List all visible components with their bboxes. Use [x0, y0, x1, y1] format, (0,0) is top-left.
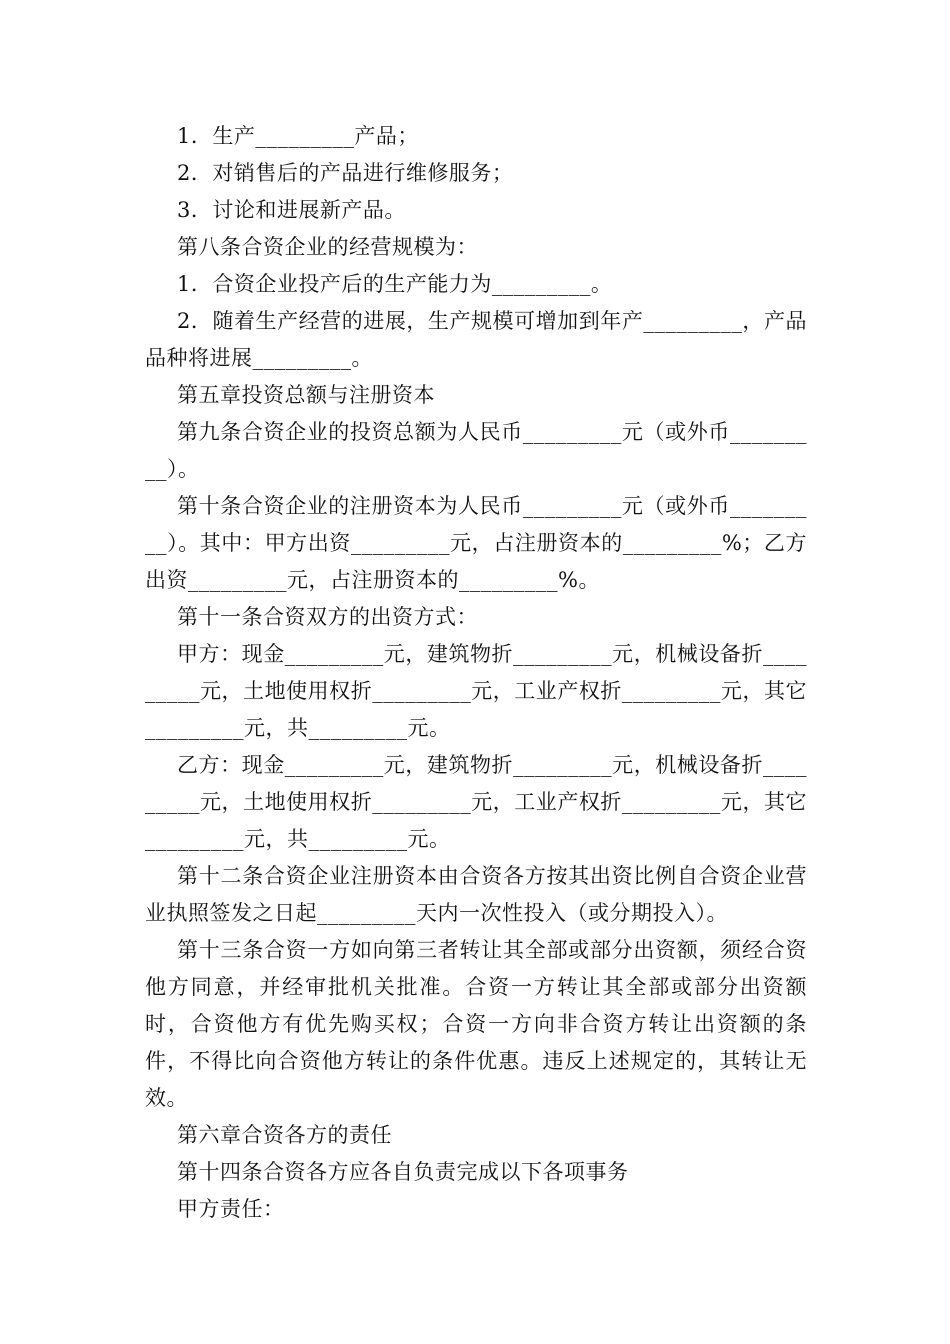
article-12: 第十二条合资企业注册资本由合资各方按其出资比例自合资企业营业执照签发之日起_________天内一次性投入（或分期投入）。	[145, 864, 807, 925]
article-11-heading: 第十一条合资双方的出资方式：	[177, 605, 478, 629]
chapter-6-heading: 第六章合资各方的责任	[177, 1123, 392, 1147]
article-9: 第九条合资企业的投资总额为人民币_________元（或外币_________）。	[145, 420, 807, 481]
chapter-5-heading: 第五章投资总额与注册资本	[177, 383, 435, 407]
party-b-contribution: 乙方：现金_________元，建筑物折_________元，机械设备折_________元，土地使用权折_________元，工业产权折_________元，其它_________元，共_________元。	[145, 753, 807, 851]
paragraph-item-3: 3．讨论和进展新产品。	[177, 198, 406, 222]
article-13: 第十三条合资一方如向第三者转让其全部或部分出资额，须经合资他方同意，并经审批机关批准。合资一方转让其全部或部分出资额时，合资他方有优先购买权；合资一方向非合资方转让出资额的条件，不得比向合资他方转让的条件优惠。违反上述规定的，其转让无效。	[145, 938, 807, 1110]
paragraph-expansion: 2．随着生产经营的进展，生产规模可增加到年产_________，产品品种将进展_________。	[145, 309, 807, 370]
article-10: 第十条合资企业的注册资本为人民币_________元（或外币_________）。其中：甲方出资_________元，占注册资本的_________%；乙方出资_________元，占注册资本的_________%。	[145, 494, 807, 592]
paragraph-item-2: 2．对销售后的产品进行维修服务；	[177, 161, 514, 185]
document-body	[145, 118, 807, 1228]
party-a-responsibilities-heading: 甲方责任：	[177, 1197, 285, 1221]
paragraph-capacity: 1．合资企业投产后的生产能力为_________。	[177, 272, 613, 296]
article-14: 第十四条合资各方应各自负责完成以下各项事务	[177, 1160, 629, 1184]
paragraph-item-1: 1．生产_________产品；	[177, 124, 419, 148]
article-8-heading: 第八条合资企业的经营规模为：	[177, 235, 478, 259]
party-a-contribution: 甲方：现金_________元，建筑物折_________元，机械设备折_________元，土地使用权折_________元，工业产权折_________元，其它_________元，共_________元。	[145, 642, 807, 740]
